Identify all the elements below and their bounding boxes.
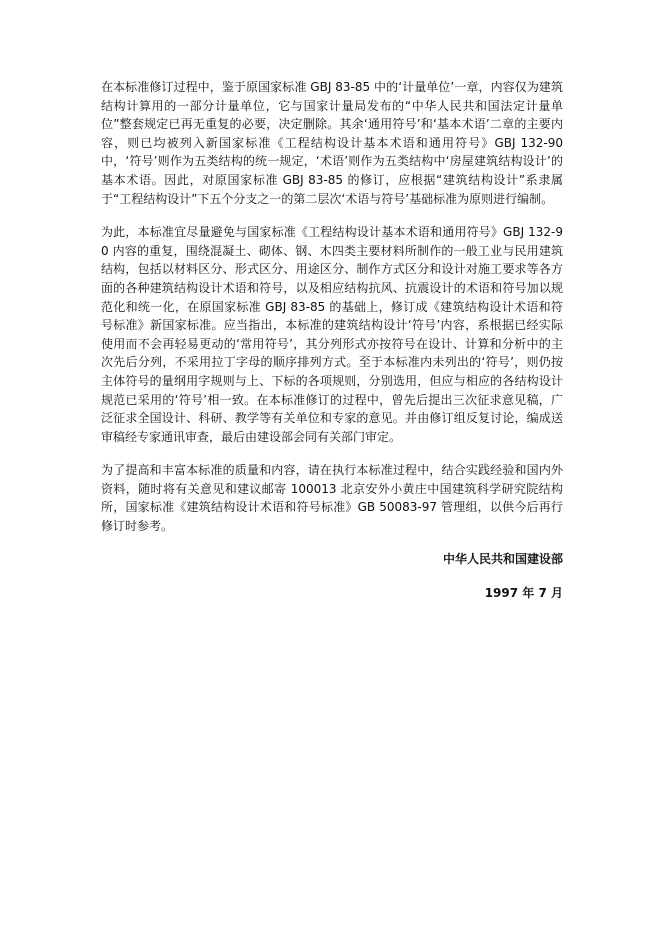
paragraph-feedback-request: 为了提高和丰富本标准的质量和内容，请在执行本标准过程中，结合实践经验和国内外资料，随时将有关意见和建议邮寄 100013 北京安外小黄庄中国建筑科学研究院结构所，国家标准《建筑结构设计术语和符号标准》GB 50083-97 管理组，以供今后再行修订时参考。 bbox=[101, 463, 563, 534]
issue-date: 1997 年 7 月 bbox=[484, 586, 563, 601]
document-body bbox=[101, 78, 563, 603]
paragraph-revision-background: 在本标准修订过程中，鉴于原国家标准 GBJ 83-85 中的‘计量单位’一章，内容仅为建筑结构计算用的一部分计量单位，它与国家计量局发布的“中华人民共和国法定计量单位”整套规定已再无重复的必要，决定删除。其余‘通用符号’和‘基本术语’二章的主要内容，则已均被列入新国家标准《工程结构设计基本术语和通用符号》GBJ 132-90 中，‘符号’则作为五类结构的统一规定，‘术语’则作为五类结构中‘房屋建筑结构设计’的基本术语。因此，对原国家标准 GBJ 83-85 的修订，应根据“建筑结构设计”系隶属于“工程结构设计”下五个分支之一的第二层次‘术语与符号’基础标准为原则进行编制。 bbox=[101, 80, 563, 206]
paragraph-standard-scope: 为此，本标准宜尽量避免与国家标准《工程结构设计基本术语和通用符号》GBJ 132-90 内容的重复，围绕混凝土、砌体、钢、木四类主要材料所制作的一般工业与民用建筑结构，包括以材料区分、形式区分、用途区分、制作方式区分和设计对施工要求等各方面的各种建筑结构设计术语和符号，以及相应结构抗风、抗震设计的术语和符号加以规范化和统一化，在原国家标准 GBJ 83-85 的基础上，修订成《建筑结构设计术语和符号标准》新国家标准。应当指出，本标准的建筑结构设计‘符号’内容，系根据已经实际使用而不会再轻易更动的‘常用符号’，其分列形式亦按符号在设计、计算和分析中的主次先后分列，不采用拉丁字母的顺序排列方式。至于本标准内未列出的‘符号’，则仍按主体符号的量纲用字规则与上、下标的各项规则，分别选用，但应与相应的各结构设计规范已采用的‘符号’相一致。在本标准修订的过程中，曾先后提出三次征求意见稿，广泛征求全国设计、科研、教学等有关单位和专家的意见。并由修订组反复讨论，编成送审稿经专家通讯审查，最后由建设部会同有关部门审定。 bbox=[101, 225, 563, 444]
issuing-authority: 中华人民共和国建设部 bbox=[442, 551, 563, 566]
